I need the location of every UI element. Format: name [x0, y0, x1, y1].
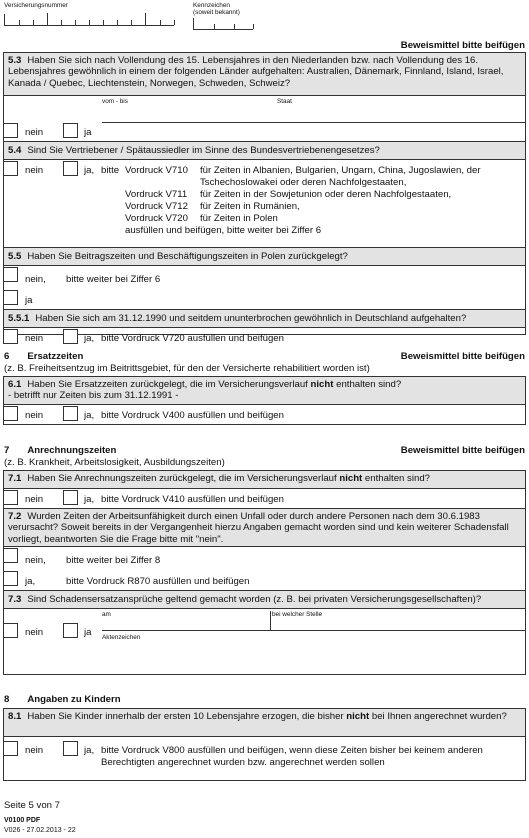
label-no: nein — [25, 494, 44, 505]
insurance-number-field[interactable] — [4, 14, 174, 26]
question-text: Haben Sie Ersatzzeiten zurückgelegt, die im Versicherungsverlauf — [27, 379, 311, 390]
question-text: Haben Sie sich nach Vollendung des 15. Lebensjahres in den Niederlanden bzw. nach Vollendung des 16. Lebensjahres gewöhnlich in einem der folgenden Länder aufgehalten: Australien, Dänemark, Finnland, Island, Israel, Kanada / Quebec, Liechtenstein, Norwegen, Schweden, Schweiz? — [8, 55, 504, 89]
form-v720-text: für Zeiten in Polen — [200, 213, 278, 224]
section-7 — [3, 470, 526, 675]
field-divider — [270, 611, 271, 630]
label-no: nein, — [25, 274, 46, 285]
section-title: Anrechnungszeiten — [27, 445, 117, 456]
question-text: Sind Sie Vertriebener / Spätaussiedler im Sinne des Bundesvertriebenengesetzes? — [27, 145, 380, 156]
label-yes-hint: bitte Vordruck V800 ausfüllen und beifügen, wenn diese Zeiten bisher bei keinem anderen — [101, 745, 483, 756]
answer-row-7-2 — [4, 546, 525, 590]
question-5-4 — [4, 141, 525, 159]
checkbox-yes-7-3[interactable] — [63, 623, 78, 638]
label-yes-hint-cont: Berechtigten angerechnet wurden bzw. angerechnet werden sollen — [101, 757, 385, 768]
label-no-hint: bitte weiter bei Ziffer 6 — [66, 274, 161, 285]
label-yes-hint: bitte Vordruck V400 ausfüllen und beifügen — [101, 410, 284, 421]
answer-row-7-1 — [4, 489, 525, 508]
question-7-2 — [4, 508, 525, 546]
checkbox-no-5-3[interactable] — [3, 123, 18, 138]
section-title: Ersatzzeiten — [27, 351, 84, 362]
identifier-label — [193, 2, 240, 16]
answer-row-6-1 — [4, 405, 525, 424]
form-v710-text: für Zeiten in Albanien, Bulgarien, Ungarn, China, Jugoslawien, der — [200, 165, 481, 176]
from-to-label: vom - bis — [102, 98, 128, 105]
question-emphasis: nicht — [346, 711, 370, 722]
form-v711-text: für Zeiten in der Sowjetunion oder deren Nachfolgestaaten, — [200, 189, 452, 200]
label-yes: ja, — [84, 745, 95, 756]
section-8 — [3, 708, 526, 781]
checkbox-yes-5-5-1[interactable] — [63, 329, 78, 344]
section-number: 6 — [4, 351, 10, 362]
label-no-hint: bitte weiter bei Ziffer 8 — [66, 555, 161, 566]
question-text: Haben Sie Anrechnungszeiten zurückgelegt, die im Versicherungsverlauf — [27, 473, 340, 484]
question-note: - betrifft nur Zeiten bis zum 31.12.1991 - — [8, 390, 179, 402]
form-v711: Vordruck V711 — [125, 189, 188, 200]
identifier-field[interactable] — [193, 18, 253, 30]
checkbox-no-5-5[interactable] — [3, 267, 18, 282]
question-7-3 — [4, 590, 525, 608]
question-text: Haben Sie Beitragszeiten und Beschäftigungszeiten in Polen zurückgelegt? — [27, 251, 348, 262]
form-id: V0100 PDF — [4, 817, 41, 824]
from-to-line — [102, 122, 525, 123]
label-yes: ja, — [84, 410, 95, 421]
question-text: Sind Schadensersatzansprüche geltend gemacht worden (z. B. bei privaten Versicherungsgesellschaften)? — [27, 594, 482, 605]
checkbox-yes-5-4[interactable] — [63, 161, 78, 176]
checkbox-no-7-2[interactable] — [3, 548, 18, 563]
section-6 — [3, 376, 526, 425]
section-8-heading — [4, 694, 121, 705]
question-text: Haben Sie sich am 31.12.1990 und seitdem ununterbrochen gewöhnlich in Deutschland aufgehalten? — [35, 313, 467, 324]
question-emphasis: nicht — [310, 379, 334, 390]
form-v712: Vordruck V712 — [125, 201, 188, 212]
label-yes: ja, — [84, 333, 95, 344]
checkbox-yes-7-1[interactable] — [63, 490, 78, 505]
section-6-subtitle: (z. B. Freiheitsentzug im Beitrittsgebiet, für den der Versicherte rehabilitiert worden ist) — [4, 363, 370, 374]
label-please: bitte — [101, 165, 120, 176]
form-v720: Vordruck V720 — [125, 213, 188, 224]
date-label: am — [102, 611, 111, 618]
checkbox-no-7-1[interactable] — [3, 490, 18, 505]
checkbox-no-5-4[interactable] — [3, 161, 18, 176]
question-emphasis: nicht — [339, 473, 363, 484]
label-no: nein, — [25, 555, 46, 566]
evidence-note-6: Beweismittel bitte beifügen — [400, 351, 525, 362]
label-no: nein — [25, 745, 44, 756]
question-6-1 — [4, 377, 525, 405]
question-number: 6.1 — [8, 379, 22, 390]
answer-row-5-3 — [4, 96, 525, 141]
question-text-end: enthalten sind? — [333, 379, 402, 390]
form-v710-text-cont: Tschechoslowakei oder deren Nachfolgestaaten, — [200, 177, 407, 188]
section-7-heading — [4, 445, 116, 456]
question-number: 7.2 — [8, 511, 22, 522]
section-number: 8 — [4, 694, 10, 705]
question-number: 5.5 — [8, 251, 22, 262]
evidence-note: Beweismittel bitte beifügen — [400, 40, 525, 51]
answer-row-5-5 — [4, 265, 525, 309]
question-number: 7.3 — [8, 594, 22, 605]
file-reference-label: Aktenzeichen — [102, 634, 141, 641]
question-5-5 — [4, 247, 525, 265]
label-no: nein — [25, 127, 44, 138]
checkbox-yes-8-1[interactable] — [63, 741, 78, 756]
question-number: 8.1 — [8, 711, 22, 722]
form-footer-note: ausfüllen und beifügen, bitte weiter bei Ziffer 6 — [125, 225, 322, 236]
label-yes-hint: bitte Vordruck V720 ausfüllen und beifügen — [101, 333, 284, 344]
label-yes: ja, — [84, 165, 95, 176]
label-yes: ja — [84, 127, 92, 138]
date-institution-line — [102, 630, 525, 631]
question-number: 5.4 — [8, 145, 22, 156]
label-yes-hint: bitte Vordruck V410 ausfüllen und beifügen — [101, 494, 284, 505]
checkbox-no-5-5-1[interactable] — [3, 329, 18, 344]
checkbox-yes-6-1[interactable] — [63, 406, 78, 421]
question-text: Haben Sie Kinder innerhalb der ersten 10 Lebensjahre erzogen, die bisher — [27, 711, 347, 722]
checkbox-no-6-1[interactable] — [3, 406, 18, 421]
answer-row-5-4 — [4, 159, 525, 247]
answer-row-5-5-1 — [4, 327, 525, 347]
checkbox-no-8-1[interactable] — [3, 741, 18, 756]
label-yes: ja — [84, 627, 92, 638]
label-yes: ja, — [25, 576, 36, 587]
section-6-heading — [4, 351, 83, 362]
checkbox-yes-5-5[interactable] — [3, 290, 18, 305]
identifier-label-text: Kennzeichen — [193, 2, 230, 9]
question-8-1 — [4, 709, 525, 737]
institution-label: bei welcher Stelle — [272, 611, 323, 618]
label-no: nein — [25, 410, 44, 421]
label-yes: ja — [25, 295, 33, 306]
insurance-number-label: Versicherungsnummer — [4, 2, 68, 9]
evidence-note-7: Beweismittel bitte beifügen — [400, 445, 525, 456]
question-5-3 — [4, 53, 525, 96]
question-number: 5.3 — [8, 55, 22, 66]
checkbox-yes-7-2[interactable] — [3, 571, 18, 586]
form-v712-text: für Zeiten in Rumänien, — [200, 201, 300, 212]
question-text-end: enthalten sind? — [362, 473, 430, 484]
question-7-1 — [4, 471, 525, 489]
state-label: Staat — [277, 98, 292, 105]
section-title: Angaben zu Kindern — [27, 694, 121, 705]
question-text: Wurden Zeiten der Arbeitsunfähigkeit durch einen Unfall oder durch andere Personen nach dem 30.6.1983 verursacht? Soweit bereits in der Vergangenheit hierzu Angaben gemacht worden sind und kein weiterer Schadensfall vorliegt, beantworten Sie die Frage bitte mit "nein". — [8, 511, 509, 545]
section-7-subtitle: (z. B. Krankheit, Arbeitslosigkeit, Ausbildungszeiten) — [4, 457, 225, 468]
question-5-5-1 — [4, 309, 525, 327]
form-version: V026 - 27.02.2013 - 22 — [4, 827, 76, 834]
question-number: 5.5.1 — [8, 313, 30, 324]
label-no: nein — [25, 627, 44, 638]
question-text-end: bei Ihnen angerechnet wurden? — [369, 711, 507, 722]
checkbox-no-7-3[interactable] — [3, 623, 18, 638]
form-v710: Vordruck V710 — [125, 165, 188, 176]
checkbox-yes-5-3[interactable] — [63, 123, 78, 138]
identifier-sub-text: (soweit bekannt) — [193, 9, 240, 16]
label-no: nein — [25, 165, 44, 176]
label-no: nein — [25, 333, 44, 344]
question-number: 7.1 — [8, 473, 22, 484]
answer-row-8-1 — [4, 737, 525, 780]
page-indicator: Seite 5 von 7 — [4, 800, 61, 811]
label-yes: ja, — [84, 494, 95, 505]
answer-row-7-3 — [4, 608, 525, 672]
label-yes-hint: bitte Vordruck R870 ausfüllen und beifügen — [66, 576, 250, 587]
section-5 — [3, 52, 526, 344]
section-number: 7 — [4, 445, 10, 456]
